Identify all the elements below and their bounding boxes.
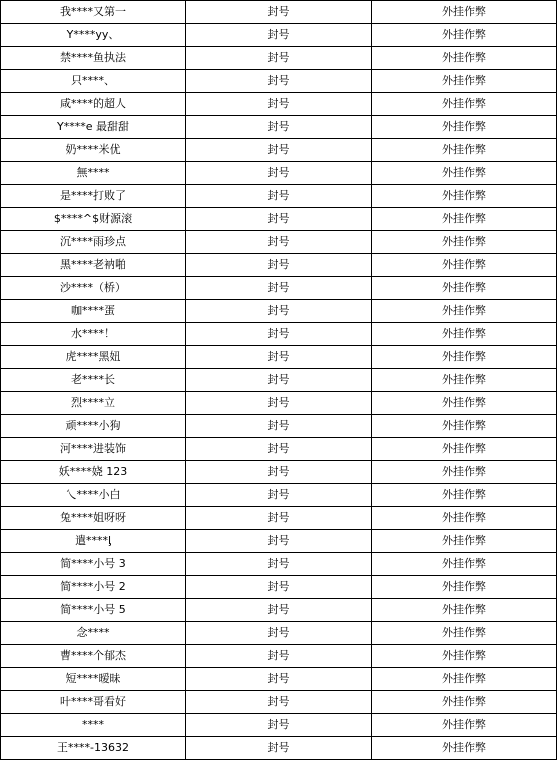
table-row [1, 461, 557, 484]
table-row [1, 185, 557, 208]
action-cell: 封号 [186, 438, 372, 461]
reason-cell: 外挂作弊 [372, 553, 557, 576]
reason-cell: 外挂作弊 [372, 208, 557, 231]
action-cell: 封号 [186, 208, 372, 231]
player-name-cell: 沉****雨珍点 [1, 231, 186, 254]
reason-cell: 外挂作弊 [372, 714, 557, 737]
player-name-cell: 虎****黑妞 [1, 346, 186, 369]
action-cell: 封号 [186, 70, 372, 93]
table-row [1, 668, 557, 691]
action-cell: 封号 [186, 162, 372, 185]
player-name-cell: Y****e 最甜甜 [1, 116, 186, 139]
reason-cell: 外挂作弊 [372, 484, 557, 507]
reason-cell: 外挂作弊 [372, 231, 557, 254]
table-row [1, 415, 557, 438]
player-name-cell: 咸****的超人 [1, 93, 186, 116]
table-row [1, 737, 557, 760]
table-row [1, 622, 557, 645]
action-cell: 封号 [186, 461, 372, 484]
reason-cell: 外挂作弊 [372, 93, 557, 116]
player-name-cell: 短****暧昧 [1, 668, 186, 691]
reason-cell: 外挂作弊 [372, 461, 557, 484]
player-name-cell: 黑****老衲啪 [1, 254, 186, 277]
player-name-cell: 曹****个郁杰 [1, 645, 186, 668]
reason-cell: 外挂作弊 [372, 346, 557, 369]
reason-cell: 外挂作弊 [372, 47, 557, 70]
reason-cell: 外挂作弊 [372, 24, 557, 47]
action-cell: 封号 [186, 645, 372, 668]
player-name-cell: 奶****米优 [1, 139, 186, 162]
player-name-cell: Y****yy、 [1, 24, 186, 47]
table-row [1, 116, 557, 139]
table-row [1, 139, 557, 162]
action-cell: 封号 [186, 47, 372, 70]
reason-cell: 外挂作弊 [372, 438, 557, 461]
player-name-cell: 無**** [1, 162, 186, 185]
table-row [1, 323, 557, 346]
reason-cell: 外挂作弊 [372, 254, 557, 277]
action-cell: 封号 [186, 24, 372, 47]
reason-cell: 外挂作弊 [372, 185, 557, 208]
table-row [1, 553, 557, 576]
reason-cell: 外挂作弊 [372, 645, 557, 668]
table-row [1, 530, 557, 553]
player-name-cell: 叶****哥看好 [1, 691, 186, 714]
reason-cell: 外挂作弊 [372, 300, 557, 323]
player-name-cell: 咖****蛋 [1, 300, 186, 323]
reason-cell: 外挂作弊 [372, 116, 557, 139]
player-name-cell: 只****、 [1, 70, 186, 93]
reason-cell: 外挂作弊 [372, 530, 557, 553]
player-name-cell: 是****打败了 [1, 185, 186, 208]
ban-list-body [1, 1, 557, 760]
table-row [1, 392, 557, 415]
player-name-cell: 遣****ᶅ [1, 530, 186, 553]
action-cell: 封号 [186, 553, 372, 576]
action-cell: 封号 [186, 346, 372, 369]
table-row [1, 438, 557, 461]
reason-cell: 外挂作弊 [372, 162, 557, 185]
reason-cell: 外挂作弊 [372, 691, 557, 714]
player-name-cell: 乀****小白 [1, 484, 186, 507]
player-name-cell: 老****长 [1, 369, 186, 392]
action-cell: 封号 [186, 484, 372, 507]
table-row [1, 1, 557, 24]
table-row [1, 93, 557, 116]
reason-cell: 外挂作弊 [372, 622, 557, 645]
table-row [1, 599, 557, 622]
action-cell: 封号 [186, 277, 372, 300]
action-cell: 封号 [186, 93, 372, 116]
table-row [1, 277, 557, 300]
action-cell: 封号 [186, 714, 372, 737]
player-name-cell: 烈****立 [1, 392, 186, 415]
player-name-cell: 禁****鱼执法 [1, 47, 186, 70]
table-row [1, 254, 557, 277]
player-name-cell: 我****又第一 [1, 1, 186, 24]
table-row [1, 484, 557, 507]
player-name-cell: 念**** [1, 622, 186, 645]
reason-cell: 外挂作弊 [372, 392, 557, 415]
reason-cell: 外挂作弊 [372, 70, 557, 93]
reason-cell: 外挂作弊 [372, 737, 557, 760]
table-row [1, 346, 557, 369]
action-cell: 封号 [186, 622, 372, 645]
action-cell: 封号 [186, 507, 372, 530]
table-row [1, 576, 557, 599]
table-row [1, 24, 557, 47]
player-name-cell: 沙****（桥） [1, 277, 186, 300]
action-cell: 封号 [186, 185, 372, 208]
action-cell: 封号 [186, 392, 372, 415]
action-cell: 封号 [186, 599, 372, 622]
table-row [1, 70, 557, 93]
table-row [1, 162, 557, 185]
reason-cell: 外挂作弊 [372, 323, 557, 346]
table-row [1, 231, 557, 254]
player-name-cell: 简****小号 5 [1, 599, 186, 622]
table-row [1, 300, 557, 323]
action-cell: 封号 [186, 668, 372, 691]
action-cell: 封号 [186, 323, 372, 346]
reason-cell: 外挂作弊 [372, 668, 557, 691]
reason-cell: 外挂作弊 [372, 277, 557, 300]
action-cell: 封号 [186, 415, 372, 438]
player-name-cell: 简****小号 3 [1, 553, 186, 576]
action-cell: 封号 [186, 300, 372, 323]
table-row [1, 208, 557, 231]
table-row [1, 369, 557, 392]
action-cell: 封号 [186, 530, 372, 553]
action-cell: 封号 [186, 1, 372, 24]
player-name-cell: 王****-13632 [1, 737, 186, 760]
player-name-cell: 顽****小狗 [1, 415, 186, 438]
action-cell: 封号 [186, 139, 372, 162]
action-cell: 封号 [186, 369, 372, 392]
reason-cell: 外挂作弊 [372, 576, 557, 599]
action-cell: 封号 [186, 737, 372, 760]
action-cell: 封号 [186, 576, 372, 599]
reason-cell: 外挂作弊 [372, 507, 557, 530]
table-row [1, 47, 557, 70]
player-name-cell: 兔****姐呀呀 [1, 507, 186, 530]
player-name-cell: 妖****娆 123 [1, 461, 186, 484]
reason-cell: 外挂作弊 [372, 599, 557, 622]
table-row [1, 507, 557, 530]
table-row [1, 714, 557, 737]
action-cell: 封号 [186, 691, 372, 714]
reason-cell: 外挂作弊 [372, 369, 557, 392]
player-name-cell: 简****小号 2 [1, 576, 186, 599]
player-name-cell: 水****！ [1, 323, 186, 346]
table-row [1, 645, 557, 668]
action-cell: 封号 [186, 254, 372, 277]
reason-cell: 外挂作弊 [372, 415, 557, 438]
reason-cell: 外挂作弊 [372, 1, 557, 24]
player-name-cell: 河****进装饰 [1, 438, 186, 461]
reason-cell: 外挂作弊 [372, 139, 557, 162]
table-row [1, 691, 557, 714]
player-name-cell: **** [1, 714, 186, 737]
player-name-cell: $****^$财源滚 [1, 208, 186, 231]
action-cell: 封号 [186, 116, 372, 139]
action-cell: 封号 [186, 231, 372, 254]
